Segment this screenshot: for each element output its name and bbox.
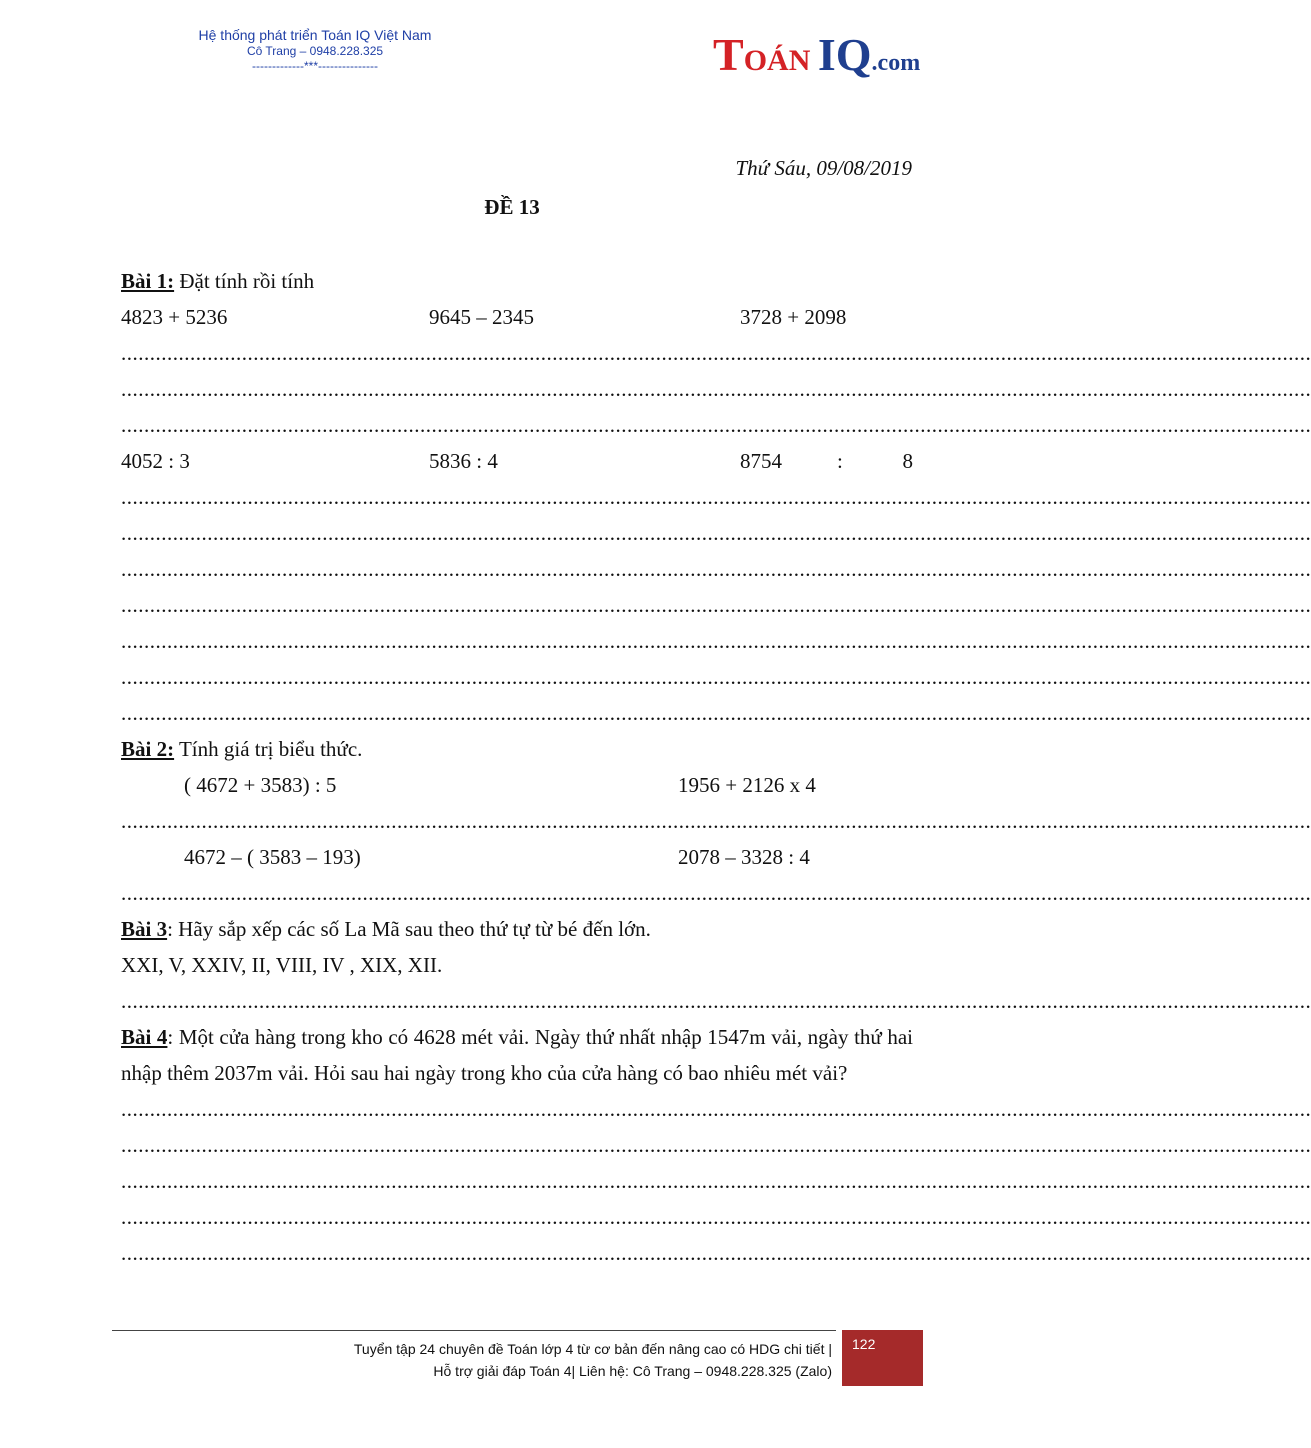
logo-part-2: OÁN xyxy=(743,44,818,77)
answer-line: ............................................................................................................................................................................................................... xyxy=(121,989,1311,1013)
answer-line: ............................................................................................................................................................................................................... xyxy=(121,593,1311,617)
toaniq-logo xyxy=(713,28,920,81)
bai4-text: : Một cửa hàng trong kho có 4628 mét vải. Ngày thứ nhất nhập 1547m vải, ngày thứ hai nhập thêm 2037m vải. Hỏi sau hai ngày trong kho của cửa hàng có bao nhiêu mét vải? xyxy=(121,1025,914,1085)
answer-line: ............................................................................................................................................................................................................... xyxy=(121,521,1311,545)
expr-cell: 8 xyxy=(902,449,913,473)
logo-part-3: IQ xyxy=(817,29,872,80)
bai1-label: Bài 1: xyxy=(121,269,175,293)
footer-line-2: Hỗ trợ giải đáp Toán 4| Liên hệ: Cô Trang – 0948.228.325 (Zalo) xyxy=(433,1363,832,1379)
logo-part-4: .com xyxy=(871,50,921,76)
page-number-box xyxy=(842,1330,923,1386)
expr-cell: 4052 : 3 xyxy=(121,449,190,473)
bai1-row-2 xyxy=(121,443,913,479)
page-footer xyxy=(200,1338,832,1382)
bai1-text: Đặt tính rồi tính xyxy=(174,269,315,293)
answer-line: ............................................................................................................................................................................................................... xyxy=(121,377,1311,401)
expr-cell: 1956 + 2126 x 4 xyxy=(678,773,816,797)
header-contact: Cô Trang – 0948.228.325 xyxy=(246,44,384,58)
answer-line: ............................................................................................................................................................................................................... xyxy=(121,1241,1311,1265)
bai4-problem xyxy=(121,1019,913,1091)
answer-line: ............................................................................................................................................................................................................... xyxy=(121,1097,1311,1121)
answer-line: ............................................................................................................................................................................................................... xyxy=(121,413,1311,437)
answer-line: ............................................................................................................................................................................................................... xyxy=(121,1205,1311,1229)
bai3-label: Bài 3 xyxy=(121,917,168,941)
header-divider: -------------***--------------- xyxy=(252,59,378,73)
expr-cell: 3728 + 2098 xyxy=(740,305,847,329)
bai2-row-1 xyxy=(121,767,913,803)
answer-line: ............................................................................................................................................................................................................... xyxy=(121,557,1311,581)
answer-line: ............................................................................................................................................................................................................... xyxy=(121,701,1311,725)
bai2-text: Tính giá trị biểu thức. xyxy=(174,737,363,761)
expr-cell: : xyxy=(837,449,843,473)
logo-part-1: T xyxy=(713,29,744,80)
expr-cell: 9645 – 2345 xyxy=(429,305,534,329)
answer-line: ............................................................................................................................................................................................................... xyxy=(121,809,1311,833)
answer-line: ............................................................................................................................................................................................................... xyxy=(121,341,1311,365)
expr-cell: 4672 – ( 3583 – 193) xyxy=(184,845,361,869)
bai3-list: XXI, V, XXIV, II, VIII, IV , XIX, XII. xyxy=(121,953,443,977)
answer-line: ............................................................................................................................................................................................................... xyxy=(121,1169,1311,1193)
footer-line-1: Tuyển tập 24 chuyên đề Toán lớp 4 từ cơ bản đến nâng cao có HDG chi tiết | xyxy=(353,1341,832,1357)
page-header xyxy=(160,26,470,73)
bai2-row-2 xyxy=(121,839,913,875)
expr-cell: 5836 : 4 xyxy=(429,449,498,473)
exercise-content xyxy=(121,263,1311,1271)
answer-line: ............................................................................................................................................................................................................... xyxy=(121,665,1311,689)
header-org: Hệ thống phát triển Toán IQ Việt Nam xyxy=(198,27,432,43)
answer-line: ............................................................................................................................................................................................................... xyxy=(121,485,1311,509)
bai3-heading xyxy=(121,911,913,947)
answer-line: ............................................................................................................................................................................................................... xyxy=(121,1133,1311,1157)
document-title: ĐỀ 13 xyxy=(484,195,540,219)
footer-divider xyxy=(112,1330,836,1331)
answer-line: ............................................................................................................................................................................................................... xyxy=(121,881,1311,905)
bai2-heading xyxy=(121,731,913,767)
bai4-label: Bài 4 xyxy=(121,1025,168,1049)
expr-cell: 8754 xyxy=(740,449,782,473)
bai3-text: : Hãy sắp xếp các số La Mã sau theo thứ tự từ bé đến lớn. xyxy=(167,917,651,941)
bai2-label: Bài 2: xyxy=(121,737,175,761)
document-date: Thứ Sáu, 09/08/2019 xyxy=(735,156,912,180)
expr-cell: ( 4672 + 3583) : 5 xyxy=(184,773,337,797)
page-number: 122 xyxy=(852,1336,876,1352)
bai1-row-1 xyxy=(121,299,913,335)
expr-cell: 4823 + 5236 xyxy=(121,305,228,329)
bai1-heading xyxy=(121,263,913,299)
expr-cell: 2078 – 3328 : 4 xyxy=(678,845,810,869)
answer-line: ............................................................................................................................................................................................................... xyxy=(121,629,1311,653)
